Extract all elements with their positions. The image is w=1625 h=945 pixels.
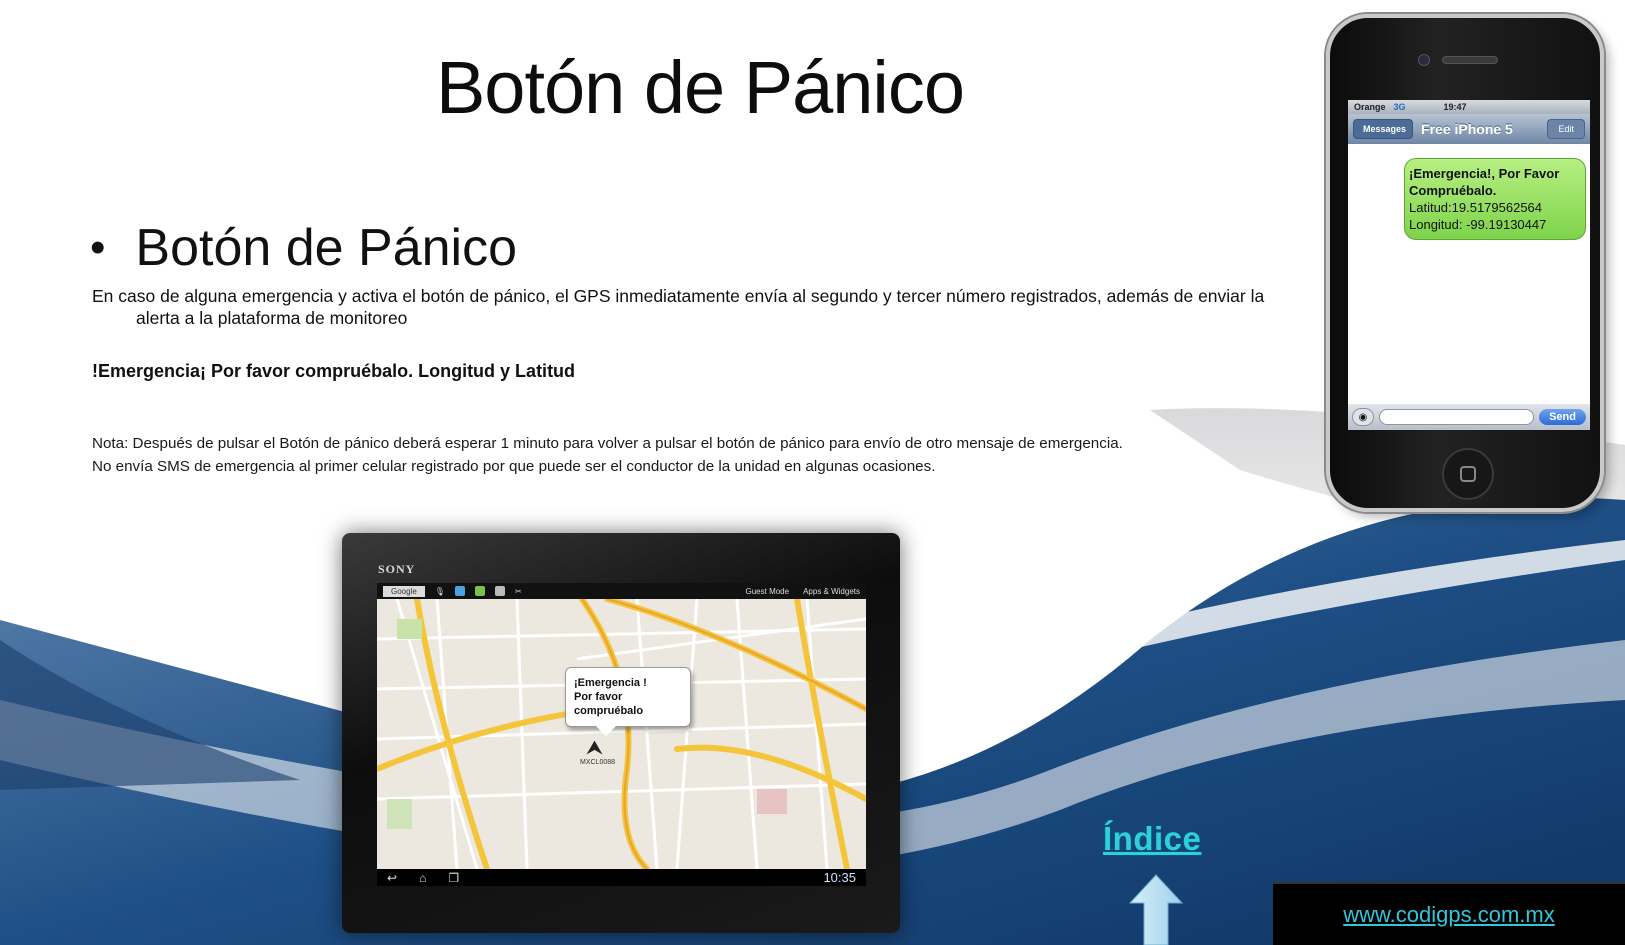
camera-icon[interactable]: ◉ [1352, 408, 1374, 426]
tablet-brand: SONY [378, 562, 416, 576]
messages-nav-bar [1348, 114, 1590, 144]
sms-latitude: Latitud:19.5179562564 [1409, 200, 1543, 215]
indice-link[interactable]: Índice [1103, 820, 1202, 857]
compose-bar [1348, 404, 1590, 430]
phone-screen [1348, 100, 1590, 430]
guest-mode-label[interactable]: Guest Mode [745, 586, 790, 596]
recent-apps-icon[interactable]: ❐ [448, 870, 460, 885]
home-button[interactable] [1442, 448, 1494, 500]
tablet-mockup [342, 533, 900, 933]
website-link[interactable]: www.codigps.com.mx [1343, 901, 1555, 927]
settings-icon[interactable]: ✂ [514, 586, 522, 596]
sms-longitude: Longitud: -99.19130447 [1409, 217, 1547, 232]
callout-line-3: compruébalo [574, 705, 644, 717]
send-button[interactable]: Send [1539, 409, 1586, 425]
network-label: 3G [1393, 102, 1406, 112]
phone-status-bar [1348, 100, 1590, 114]
emergency-callout[interactable] [565, 667, 691, 727]
callout-line-2: Por favor [574, 691, 623, 703]
sms-message-bubble [1404, 158, 1586, 240]
slide-title: Botón de Pánico [435, 46, 965, 129]
note-block [92, 432, 1123, 478]
tablet-screen [377, 583, 866, 886]
messages-back-button[interactable]: Messages [1353, 119, 1413, 139]
marker-label: MXCL0088 [580, 759, 616, 766]
back-icon[interactable]: ↩ [387, 870, 398, 885]
conversation-title: Free iPhone 5 [1421, 121, 1513, 137]
note-line-1: Nota: Después de pulsar el Botón de pánico deberá esperar 1 minuto para volver a pulsar el botón de pánico para envío de otro mensaje de emergencia. [92, 435, 1123, 452]
carrier-label: Orange [1354, 102, 1386, 112]
phone-speaker [1442, 56, 1498, 64]
description-text: En caso de alguna emergencia y activa el botón de pánico, el GPS inmediatamente envía al segundo y tercer número registrados, además de enviar la alerta a la plataforma de monitoreo [92, 286, 1265, 328]
tablet-top-bar [377, 583, 866, 599]
phone-time: 19:47 [1443, 102, 1467, 112]
phone-camera [1418, 54, 1430, 66]
market-icon[interactable] [475, 586, 485, 596]
message-input[interactable] [1379, 409, 1534, 425]
bullet-heading [90, 218, 517, 278]
alert-message: !Emergencia¡ Por favor compruébalo. Longitud y Latitud [92, 361, 576, 381]
mic-icon[interactable]: 🎙 [434, 586, 445, 596]
tablet-clock: 10:35 [823, 870, 856, 885]
camera-app-icon[interactable] [495, 586, 505, 596]
bullet-symbol: • [90, 223, 106, 272]
apps-widgets-label[interactable]: Apps & Widgets [803, 586, 860, 596]
bullet-heading-text: Botón de Pánico [135, 219, 518, 277]
callout-line-1: ¡Emergencia ! [574, 677, 647, 689]
website-footer [1273, 882, 1625, 945]
sms-title: ¡Emergencia!, Por Favor Compruébalo. [1409, 166, 1560, 198]
vehicle-marker-icon[interactable]: ⮝ [586, 737, 603, 759]
note-line-2: No envía SMS de emergencia al primer celular registrado por que puede ser el conductor de la unidad en algunas ocasiones. [92, 458, 936, 475]
home-square-icon [1460, 466, 1476, 482]
edit-button[interactable]: Edit [1547, 119, 1585, 139]
tablet-bottom-bar [377, 869, 866, 886]
home-icon[interactable]: ⌂ [419, 870, 427, 885]
city-map[interactable] [377, 599, 866, 869]
iphone-mockup [1326, 14, 1604, 512]
google-search-widget[interactable]: Google [383, 586, 425, 597]
up-arrow-icon[interactable] [1128, 873, 1184, 945]
globe-icon[interactable] [455, 586, 465, 596]
